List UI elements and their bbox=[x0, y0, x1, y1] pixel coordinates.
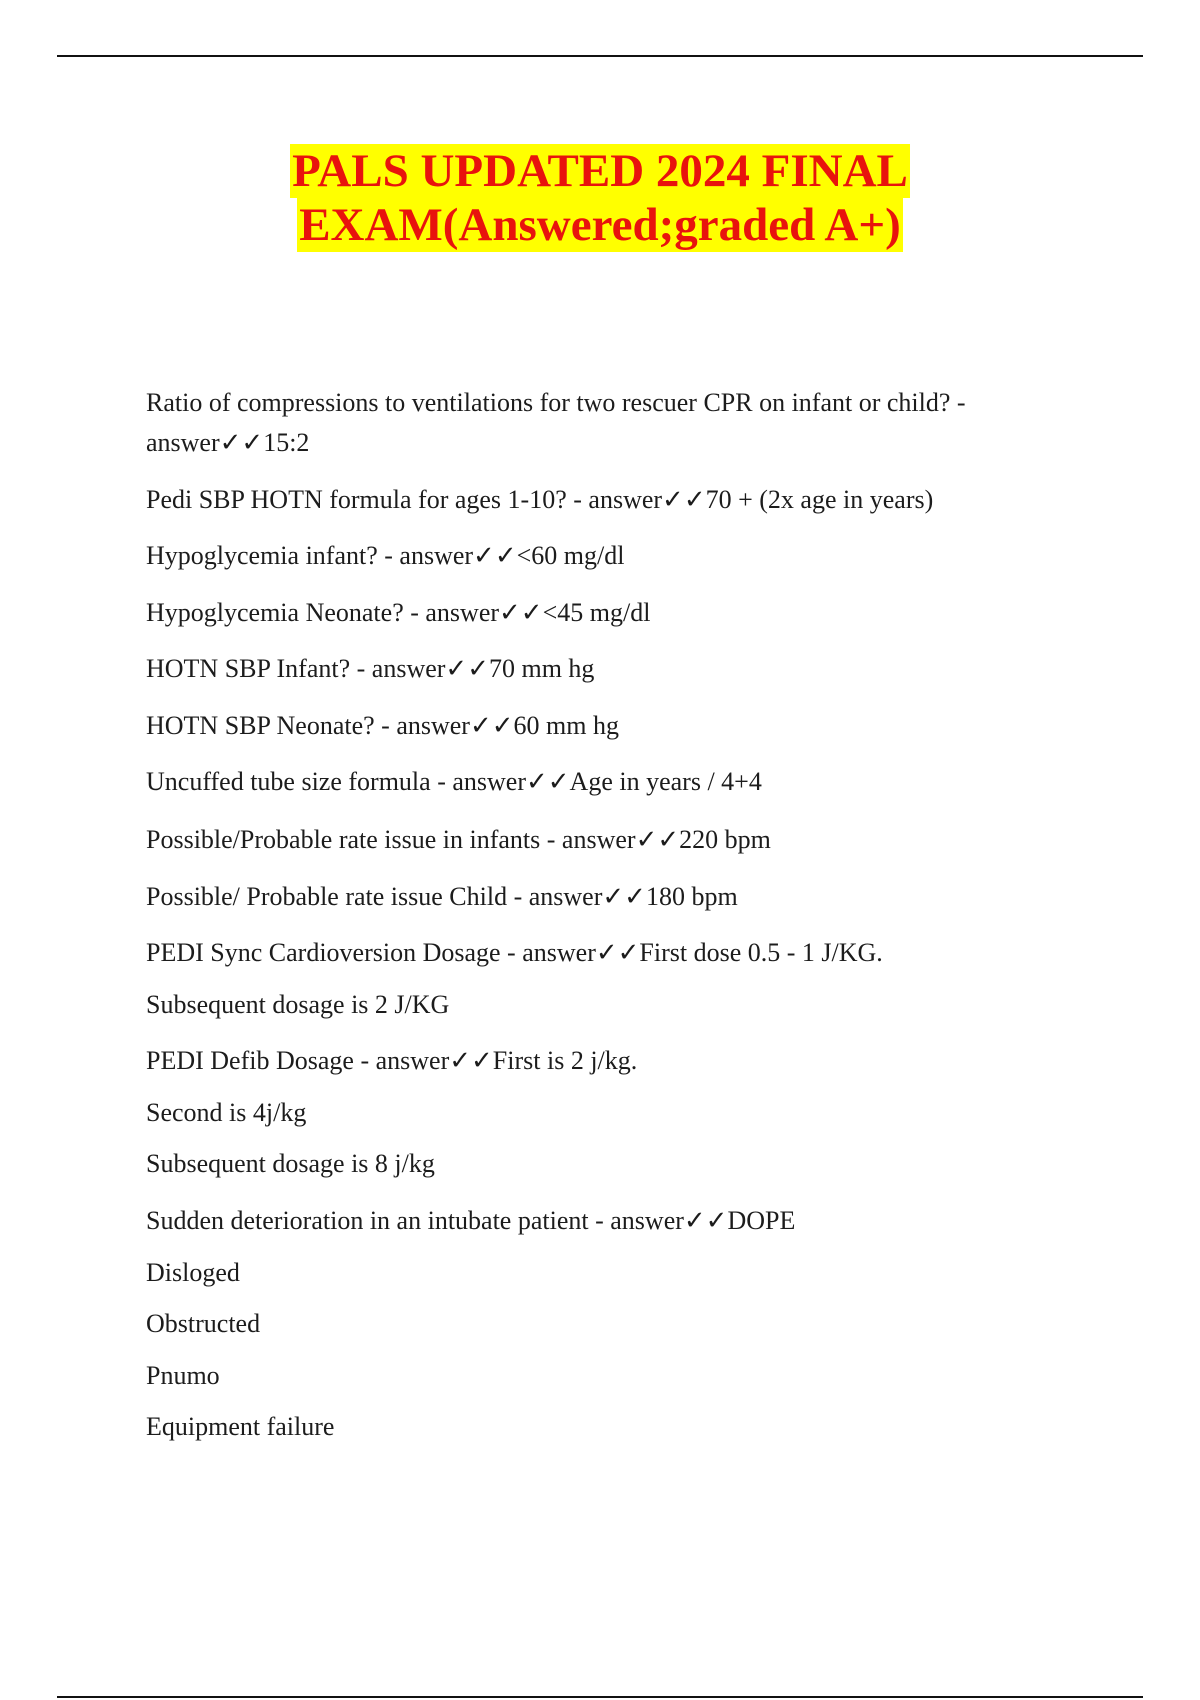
bottom-rule bbox=[57, 1696, 1143, 1698]
document-title bbox=[0, 144, 1200, 252]
qa-line: HOTN SBP Infant? - answer✓✓70 mm hg bbox=[146, 654, 595, 683]
qa-line: Sudden deterioration in an intubate patient - answer✓✓DOPE bbox=[146, 1206, 796, 1235]
qa-line: Hypoglycemia Neonate? - answer✓✓<45 mg/dl bbox=[146, 598, 651, 627]
qa-line: Subsequent dosage is 8 j/kg bbox=[146, 1149, 435, 1178]
qa-line: Obstructed bbox=[146, 1309, 261, 1338]
qa-line: Hypoglycemia infant? - answer✓✓<60 mg/dl bbox=[146, 541, 625, 570]
top-rule bbox=[57, 55, 1143, 57]
qa-line: Pnumo bbox=[146, 1361, 220, 1390]
qa-line: Subsequent dosage is 2 J/KG bbox=[146, 990, 450, 1019]
title-line-2: EXAM(Answered;graded A+) bbox=[299, 199, 901, 251]
qa-line: Possible/Probable rate issue in infants - answer✓✓220 bpm bbox=[146, 825, 771, 854]
qa-line: PEDI Sync Cardioversion Dosage - answer✓✓First dose 0.5 - 1 J/KG. bbox=[146, 938, 883, 967]
qa-line: Possible/ Probable rate issue Child - answer✓✓180 bpm bbox=[146, 882, 738, 911]
qa-line: HOTN SBP Neonate? - answer✓✓60 mm hg bbox=[146, 711, 619, 740]
title-line-1: PALS UPDATED 2024 FINAL bbox=[292, 145, 908, 197]
qa-line: Disloged bbox=[146, 1258, 240, 1287]
qa-line: Pedi SBP HOTN formula for ages 1-10? - answer✓✓70 + (2x age in years) bbox=[146, 485, 934, 514]
qa-line: Second is 4j/kg bbox=[146, 1098, 307, 1127]
qa-line: Equipment failure bbox=[146, 1412, 335, 1441]
qa-line: Ratio of compressions to ventilations for two rescuer CPR on infant or child? - bbox=[146, 388, 966, 417]
qa-line: Uncuffed tube size formula - answer✓✓Age in years / 4+4 bbox=[146, 767, 762, 796]
qa-line: PEDI Defib Dosage - answer✓✓First is 2 j/kg. bbox=[146, 1046, 638, 1075]
qa-line: answer✓✓15:2 bbox=[146, 428, 310, 457]
